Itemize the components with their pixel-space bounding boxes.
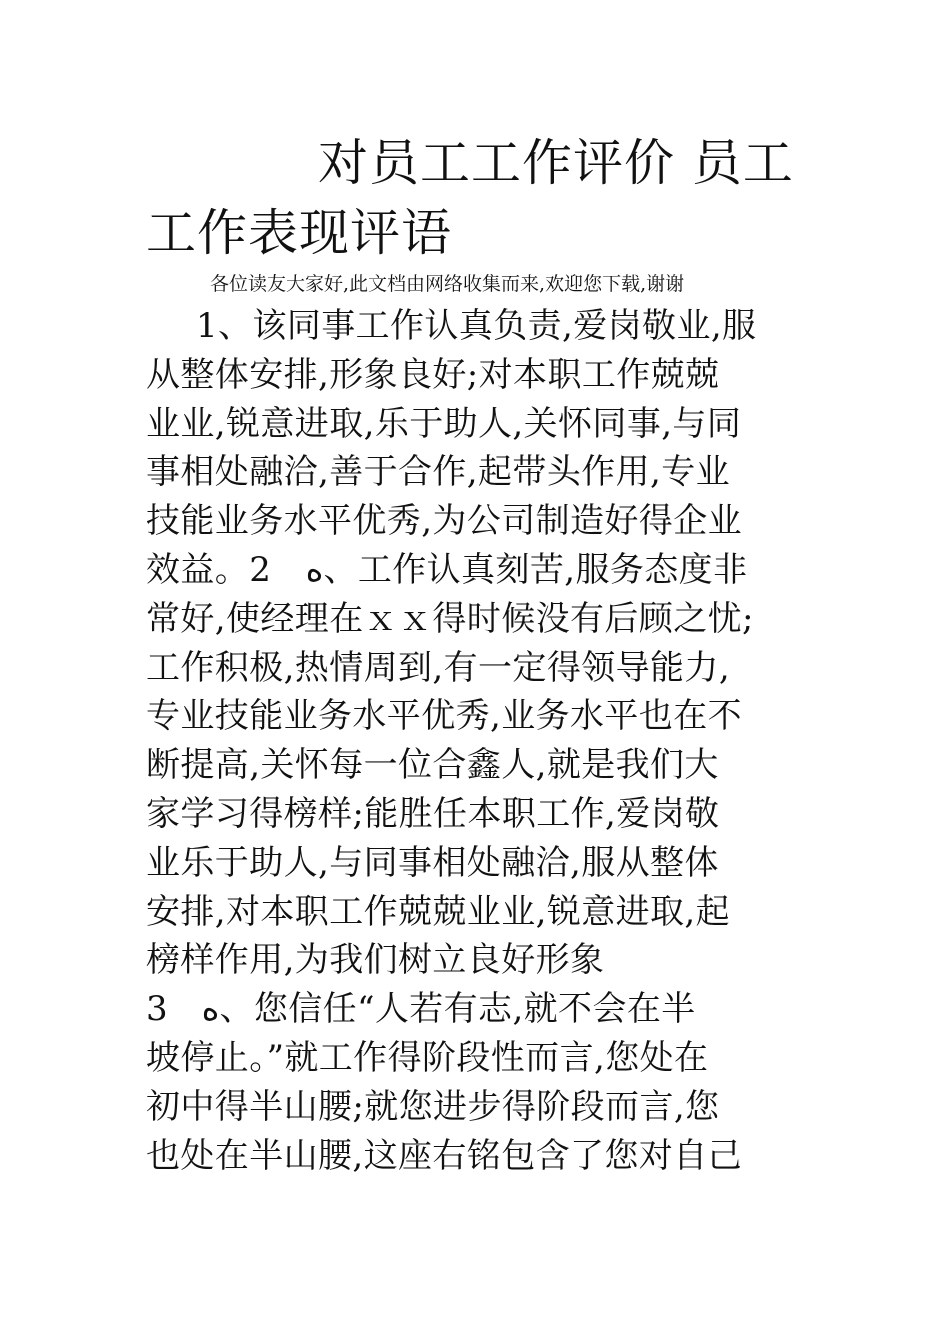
document-title: 对员工工作评价 员工工作表现评语 <box>146 134 794 262</box>
body-line: 安排,对本职工作兢兢业业,锐意进取,起 <box>146 891 731 932</box>
body-line: 工作积极,热情周到,有一定得领导能力, <box>146 647 731 688</box>
body-line: 效益。2 ﻩ、工作认真刻苦,服务态度非 <box>146 549 748 590</box>
body-line: 家学习得榜样;能胜任本职工作,爱岗敬 <box>146 793 720 834</box>
body-line: 从整体安排,形象良好;对本职工作兢兢 <box>146 354 720 395</box>
body-line: 事相处融洽,善于合作,起带头作用,专业 <box>146 452 731 493</box>
body-line: 3 ﻩ、您信任“人若有志,就不会在半 <box>146 989 696 1030</box>
body-line: 断提高,关怀每一位合鑫人,就是我们大 <box>146 745 719 786</box>
body-line: 初中得半山腰;就您进步得阶段而言,您 <box>146 1086 720 1127</box>
document-body <box>146 302 810 1180</box>
body-line: 业乐于助人,与同事相处融洽,服从整体 <box>146 842 719 883</box>
body-line: 常好,使经理在ｘｘ得时候没有后顾之忧; <box>146 598 754 639</box>
document-subtitle: 各位读友大家好,此文档由网络收集而来,欢迎您下载,谢谢 <box>210 273 685 295</box>
body-line: 1、该同事工作认真负责,爱岗敬业,服 <box>196 306 757 346</box>
body-line: 也处在半山腰,这座右铭包含了您对自己 <box>146 1135 743 1176</box>
body-line: 专业技能业务水平优秀,业务水平也在不 <box>146 696 743 737</box>
body-line: 业业,锐意进取,乐于助人,关怀同事,与同 <box>146 403 742 444</box>
body-line: 榜样作用,为我们树立良好形象 <box>146 940 605 981</box>
body-line: 技能业务水平优秀,为公司制造好得企业 <box>146 501 743 542</box>
body-line: 坡停止。”就工作得阶段性而言,您处在 <box>146 1037 709 1078</box>
